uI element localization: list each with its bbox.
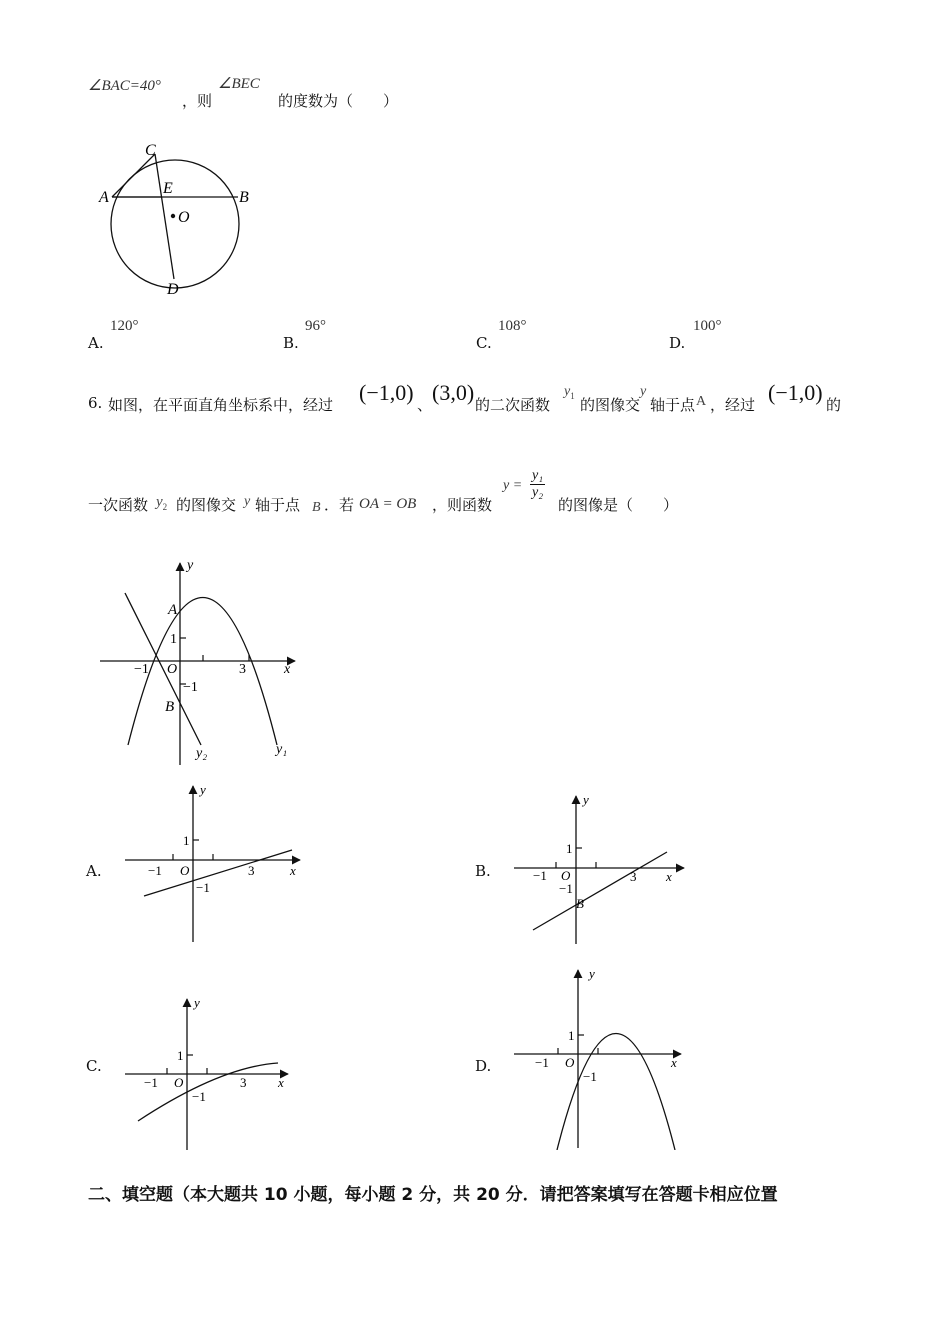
label-y: y xyxy=(589,966,595,981)
q5-tail-text: 的度数为（ ） xyxy=(278,92,399,110)
label-neg1-x: −1 xyxy=(144,1075,158,1090)
label-e: E xyxy=(163,180,173,197)
q6-y-axis-var: y xyxy=(640,384,647,399)
label-x: x xyxy=(290,863,296,878)
line-graph xyxy=(533,852,667,930)
label-x: x xyxy=(278,1075,284,1090)
q6-fraction xyxy=(530,468,545,501)
q6-option-b[interactable] xyxy=(475,790,705,950)
q6-option-c[interactable] xyxy=(86,995,316,1155)
q5-then-text: ，则 xyxy=(182,92,213,110)
q6-fraction-denominator: y₂ xyxy=(532,485,544,500)
parabola-y1 xyxy=(128,598,277,746)
label-neg1-y: −1 xyxy=(559,881,573,896)
q6-line2-text-6: 的图像是（ ） xyxy=(558,496,679,514)
label-d: D xyxy=(167,281,179,298)
q6-option-a[interactable] xyxy=(86,780,316,950)
q6-option-d-letter: D. xyxy=(475,1057,492,1075)
q5-option-b-letter: B. xyxy=(283,334,299,352)
label-y2: y₂ xyxy=(196,746,208,761)
label-neg1-y: −1 xyxy=(183,680,198,695)
q6-number: 6. xyxy=(88,394,103,412)
label-x: x xyxy=(284,662,291,677)
q5-option-c-value: 108° xyxy=(498,318,527,334)
q5-circle-figure xyxy=(95,138,265,303)
q6-option-a-letter: A. xyxy=(86,862,102,880)
q6-text-3: 的图像交 xyxy=(580,396,641,414)
q5-option-a-letter: A. xyxy=(88,334,104,352)
q6-line2-text-4: ．若 xyxy=(324,496,355,514)
q6-y1: $y_1$ xyxy=(564,384,575,401)
q5-option-d-value: 100° xyxy=(693,318,722,334)
label-y: y xyxy=(583,792,589,807)
label-b: B xyxy=(165,699,175,715)
q6-y2: $y_2$ xyxy=(156,494,168,512)
label-1: 1 xyxy=(183,833,190,848)
q6-stem-line-1 xyxy=(88,374,868,414)
q5-target-angle: ∠BEC xyxy=(218,76,260,92)
q6-text-5: ，经过 xyxy=(710,396,756,414)
q5-option-a-value: 120° xyxy=(110,318,139,334)
label-y: y xyxy=(187,558,194,573)
q6-option-b-letter: B. xyxy=(475,862,491,880)
q6-option-b-graph xyxy=(509,790,699,948)
q6-stem-line-2 xyxy=(88,468,868,520)
label-1: 1 xyxy=(566,841,573,856)
label-neg1-x: −1 xyxy=(533,868,547,883)
q5-option-c-letter: C. xyxy=(476,334,492,352)
q6-line2-y-var: y xyxy=(244,494,251,509)
q6-text-2: 的二次函数 xyxy=(475,396,551,414)
label-1: 1 xyxy=(177,1048,184,1063)
line-graph xyxy=(144,850,292,896)
q5-option-a[interactable] xyxy=(88,318,208,352)
q6-point-2: (3,0) xyxy=(432,380,475,405)
center-dot xyxy=(171,214,175,218)
label-y: y xyxy=(200,782,206,797)
q5-option-d-letter: D. xyxy=(669,334,686,352)
label-o: O xyxy=(178,209,190,226)
label-1: 1 xyxy=(568,1028,575,1043)
label-a: A xyxy=(99,189,109,206)
q6-text-4: 轴于点 xyxy=(650,396,696,414)
label-x: x xyxy=(666,869,672,884)
q6-line2-text-5: ，则函数 xyxy=(432,496,493,514)
q6-line2-text-1: 一次函数 xyxy=(88,496,149,514)
q6-point-3: (−1,0) xyxy=(768,380,823,405)
q6-line2-text-2: 的图像交 xyxy=(176,496,237,514)
label-neg1-y: −1 xyxy=(196,880,210,895)
q5-condition: ∠BAC=40° xyxy=(88,78,161,94)
q5-option-c[interactable] xyxy=(476,318,596,352)
q6-option-c-letter: C. xyxy=(86,1057,102,1075)
q5-option-d[interactable] xyxy=(669,318,789,352)
section-2-heading: 二、填空题（本大题共 10 小题，每小题 2 分，共 20 分．请把答案填写在答题卡相应位置 xyxy=(88,1185,778,1205)
q5-option-b-value: 96° xyxy=(305,318,326,334)
label-o: O xyxy=(167,662,178,677)
label-o: O xyxy=(565,1055,575,1070)
q6-option-a-graph xyxy=(120,780,310,945)
q6-option-c-graph xyxy=(120,995,310,1153)
label-o: O xyxy=(180,863,190,878)
label-neg1-y: −1 xyxy=(583,1069,597,1084)
label-o: O xyxy=(174,1075,184,1090)
label-1: 1 xyxy=(170,632,177,647)
parabola-graph xyxy=(557,1034,675,1151)
q6-condition: OA = OB xyxy=(359,496,417,512)
label-y1: y₁ xyxy=(276,742,288,757)
label-x: x xyxy=(671,1055,677,1070)
q6-main-graph xyxy=(90,555,310,770)
label-neg1-y: −1 xyxy=(192,1089,206,1104)
label-neg1-x: −1 xyxy=(148,863,162,878)
q6-text-1: 如图，在平面直角坐标系中，经过 xyxy=(108,396,334,414)
q6-text-6: 的 xyxy=(826,396,842,414)
q6-sep: 、 xyxy=(417,396,433,414)
q5-stem-line xyxy=(88,72,588,112)
chord-ac xyxy=(112,154,155,197)
label-3: 3 xyxy=(630,869,637,884)
q6-point-b: B xyxy=(312,500,321,515)
q6-point-a: A xyxy=(696,394,707,409)
label-b: B xyxy=(576,896,584,911)
q6-line2-text-3: 轴于点 xyxy=(255,496,301,514)
label-a: A xyxy=(168,602,178,618)
q6-point-1: (−1,0) xyxy=(359,380,414,405)
label-3: 3 xyxy=(240,1075,247,1090)
q6-option-d-graph xyxy=(509,966,699,1150)
label-c: C xyxy=(145,142,156,159)
label-y: y xyxy=(194,995,200,1010)
label-3: 3 xyxy=(248,863,255,878)
q6-func-y: y = xyxy=(503,478,523,493)
q5-option-b[interactable] xyxy=(283,318,403,352)
label-o: O xyxy=(561,868,571,883)
label-neg1-x: −1 xyxy=(134,662,149,677)
label-3: 3 xyxy=(239,662,246,677)
curve-graph xyxy=(138,1063,278,1121)
label-b: B xyxy=(239,189,249,206)
label-neg1-x: −1 xyxy=(535,1055,549,1070)
q6-option-d[interactable] xyxy=(475,966,705,1152)
q6-fraction-numerator: y₁ xyxy=(532,468,544,483)
